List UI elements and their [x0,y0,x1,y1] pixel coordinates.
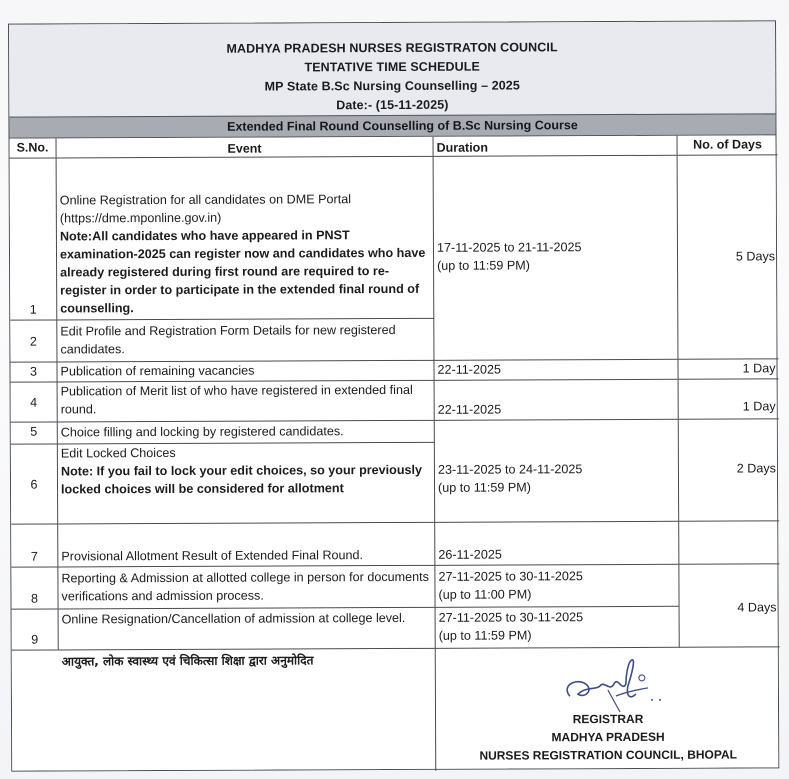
table-row-7-event [58,523,435,568]
event-text: Edit Locked Choices [60,445,176,461]
duration-range: 27-11-2025 to 30-11-2025 [438,569,583,584]
days-row-4: 1 Day [679,379,779,419]
duration-range: 26-11-2025 [438,547,502,562]
duration-row-7 [435,522,679,566]
portal-link[interactable]: (https://dme.mponline.gov.in) [59,210,222,226]
column-header-event: Event [57,137,434,159]
sno-value: 9 [31,632,39,647]
duration-until: (up to 11:59 PM) [438,480,531,495]
signatory-details [436,709,780,765]
duration-row-8 [435,565,679,608]
days-row-7 [679,521,779,564]
days-rows-8-9: 4 Days [679,564,779,647]
table-row-4-event: Publication of Merit list of who have registered in extended final round. [58,381,435,423]
signatory-title: REGISTRAR [572,711,644,727]
duration-until: (up to 11:59 PM) [437,258,530,273]
table-row-6-sno [11,444,58,524]
section-title: Extended Final Round Counselling of B.Sc Nursing Course [227,118,578,134]
duration-rows-5-6 [435,420,679,523]
program-title: MP State B.Sc Nursing Counselling – 2025 [264,78,520,94]
event-text: Provisional Allotment Result of Extended Final Round. [61,548,364,564]
table-row-9-event: Online Resignation/Cancellation of admission at college level. [59,608,436,651]
sno-value: 7 [30,549,38,564]
days-rows-5-6: 2 Days [679,419,779,521]
table-row-2-sno [10,320,57,362]
duration-until: (up to 11:00 PM) [438,587,532,602]
table-row-5-event: Choice filling and locking by registered candidates. [58,421,435,445]
table-row-9-sno [12,609,59,650]
duration-row-3: 22-11-2025 [434,360,678,381]
signatory-state: MADHYA PRADESH [551,729,665,745]
signature-block [436,647,781,770]
sno-value: 4 [30,395,38,410]
duration-row-4 [435,380,679,421]
table-row-1-sno [10,158,58,320]
sno-value: 8 [30,591,39,606]
table-row-3-sno: 3 [10,362,57,382]
sno-value: 1 [29,302,37,317]
column-header-sno: S.No. [10,138,57,158]
signatory-org: NURSES REGISTRATION COUNCIL, BHOPAL [479,747,738,763]
table-row-4-sno [11,382,58,422]
schedule-subtitle: TENTATIVE TIME SCHEDULE [304,59,480,75]
table-row-5-sno: 5 [11,422,58,444]
event-text: Online Registration for all candidates on DME Portal [59,192,352,208]
duration-rows-1-2 [434,156,679,361]
table-row-6-event [58,443,435,525]
event-note: Note: If you fail to lock your edit choices, so your previously locked choices will be considered for allotment [60,462,423,497]
signature-icon [556,656,666,716]
table-row-8-sno [11,567,58,609]
table-row-7-sno [11,524,58,567]
document-header [9,21,775,116]
duration-range: 17-11-2025 to 21-11-2025 [436,240,582,255]
column-header-duration: Duration [434,136,678,157]
approval-note: आयुक्त, लोक स्वास्थ्य एवं चिकित्सा शिक्षा द्वारा अनुमोदित [12,649,437,773]
sno-value: 6 [30,477,38,492]
table-body [10,135,779,770]
issue-date: Date:- (15-11-2025) [336,97,449,113]
schedule-table [8,20,779,771]
days-row-3: 1 Day [678,359,778,379]
duration-row-9 [436,607,680,649]
event-note: Note:All candidates who have appeared in PNST examination-2025 can register now and candidates who have already registered during first round are required to re-register in order to participate in the extended final round of counselling. [59,228,426,316]
sno-value: 2 [29,334,37,349]
table-row-3-event: Publication of remaining vacancies [57,361,434,383]
table-row-8-event: Reporting & Admission at allotted college in person for documents verifications and admission process. [58,566,435,610]
column-header-days: No. of Days [677,135,777,155]
duration-range: 23-11-2025 to 24-11-2025 [437,462,583,477]
org-name: MADHYA PRADESH NURSES REGISTRATON COUNCIL [226,40,558,56]
days-rows-1-2: 5 Days [678,155,779,359]
table-row-1-event [57,157,435,321]
duration-range: 22-11-2025 [437,402,502,417]
table-row-2-event: Edit Profile and Registration Form Details for new registered candidates. [57,319,434,363]
duration-range: 27-11-2025 to 30-11-2025 [438,610,584,625]
duration-until: (up to 11:59 PM) [438,628,532,643]
